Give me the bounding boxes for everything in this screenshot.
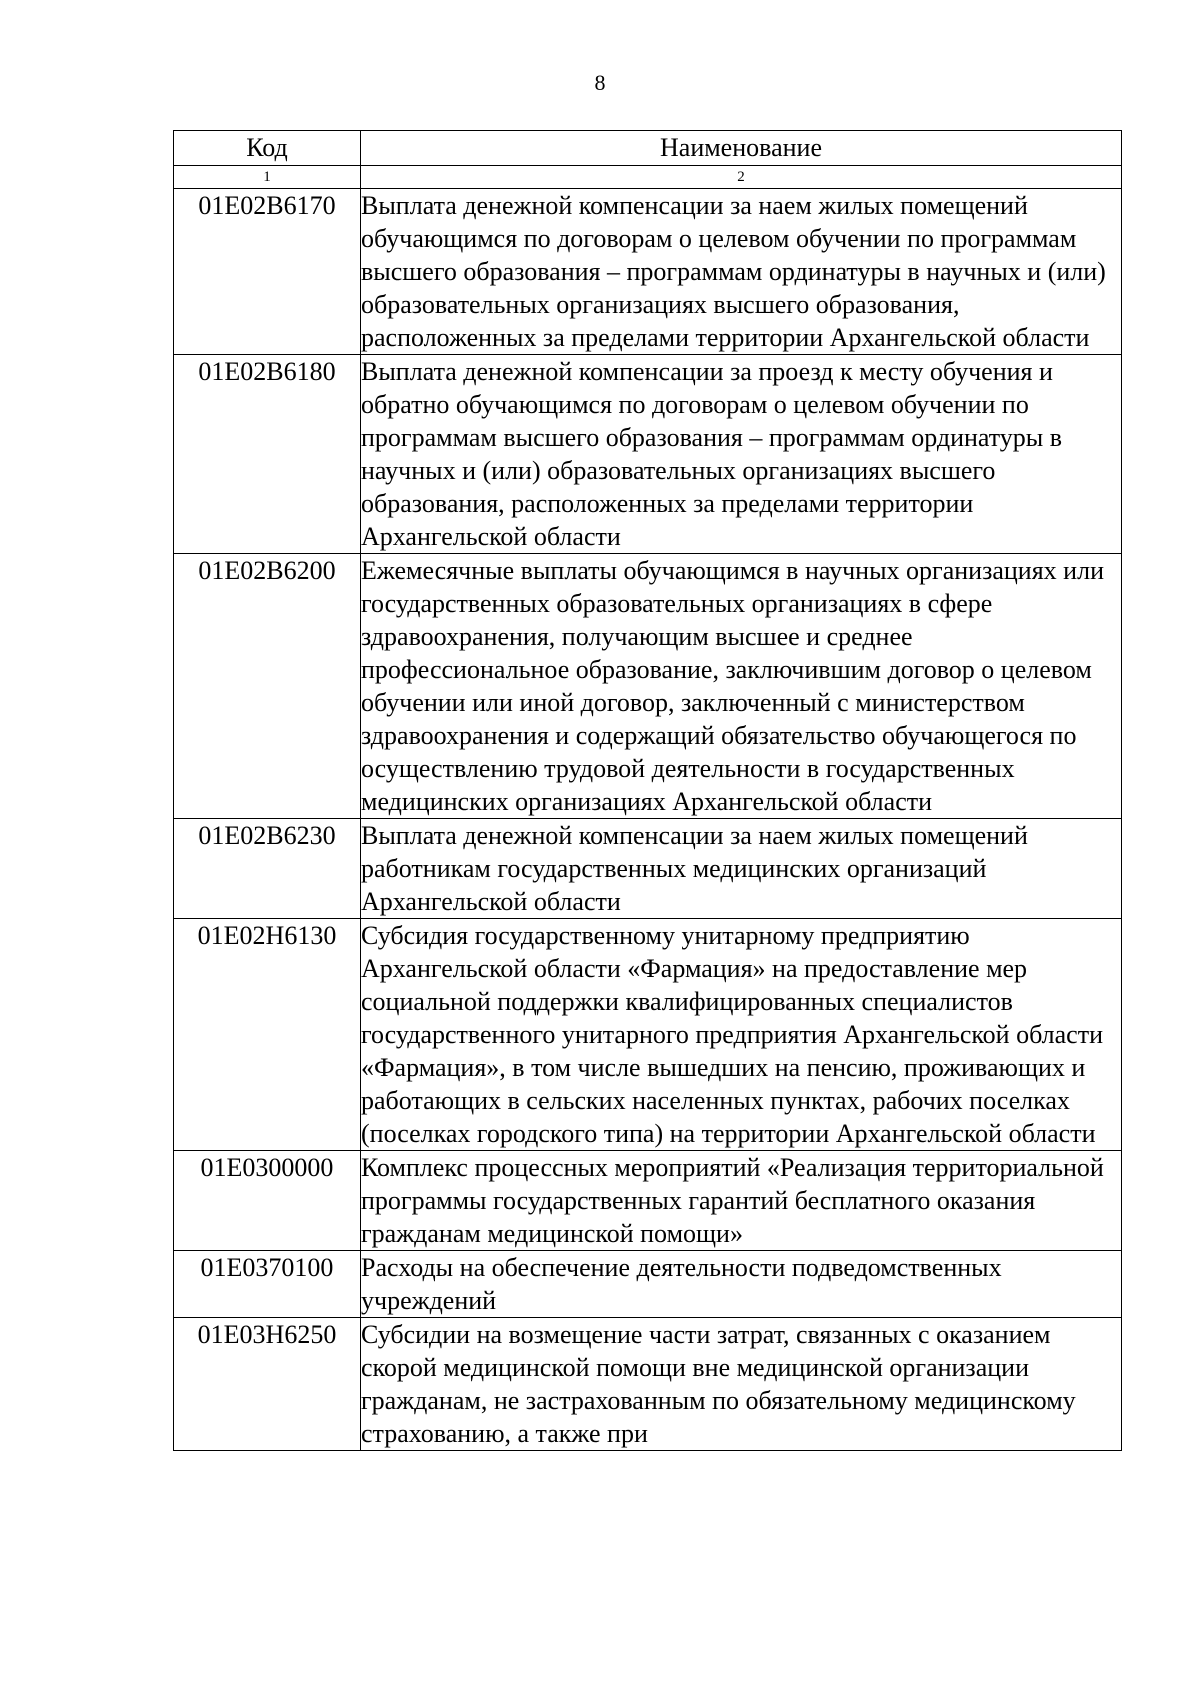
table-row — [174, 355, 1122, 554]
table-header-row — [174, 131, 1122, 166]
page-number: 8 — [594, 70, 606, 95]
table-row — [174, 919, 1122, 1151]
row-name: Субсидия государственному унитарному предприятию Архангельской области «Фармация» на предоставление мер социальной поддержки квалифицированных специалистов государственного унитарного предприятия Архангельской области «Фармация», в том числе вышедших на пенсию, проживающих и работающих в сельских населенных пунктах, рабочих поселках (поселках городского типа) на территории Архангельской области — [361, 919, 1122, 1151]
row-code: 01E02B6230 — [174, 819, 361, 919]
table-row — [174, 189, 1122, 355]
row-code: 01E0300000 — [174, 1151, 361, 1251]
column-number-name: 2 — [361, 166, 1122, 189]
row-name: Ежемесячные выплаты обучающимся в научных организациях или государственных образовательных организациях в сфере здравоохранения, получающим высшее и среднее профессиональное образование, заключившим договор о целевом обучении или иной договор, заключенный с министерством здравоохранения и содержащий обязательство обучающегося по осуществлению трудовой деятельности в государственных медицинских организациях Архангельской области — [361, 554, 1122, 819]
row-code: 01E02B6200 — [174, 554, 361, 819]
table-row — [174, 1318, 1122, 1451]
table-row — [174, 1251, 1122, 1318]
row-name: Выплата денежной компенсации за наем жилых помещений обучающимся по договорам о целевом обучении по программам высшего образования – программам ординатуры в научных и (или) образовательных организациях высшего образования, расположенных за пределами территории Архангельской области — [361, 189, 1122, 355]
column-number-row — [174, 166, 1122, 189]
header-code: Код — [174, 131, 361, 166]
row-code: 01E02B6170 — [174, 189, 361, 355]
row-name: Выплата денежной компенсации за проезд к месту обучения и обратно обучающимся по договорам о целевом обучении по программам высшего образования – программам ординатуры в научных и (или) образовательных организациях высшего образования, расположенных за пределами территории Архангельской области — [361, 355, 1122, 554]
row-code: 01E02H6130 — [174, 919, 361, 1151]
column-number-code: 1 — [174, 166, 361, 189]
row-name: Расходы на обеспечение деятельности подведомственных учреждений — [361, 1251, 1122, 1318]
table-row — [174, 554, 1122, 819]
header-name: Наименование — [361, 131, 1122, 166]
budget-code-table — [173, 130, 1122, 1451]
row-code: 01E03H6250 — [174, 1318, 361, 1451]
table-row — [174, 1151, 1122, 1251]
row-code: 01E02B6180 — [174, 355, 361, 554]
row-name: Комплекс процессных мероприятий «Реализация территориальной программы государственных гарантий бесплатного оказания гражданам медицинской помощи» — [361, 1151, 1122, 1251]
row-name: Субсидии на возмещение части затрат, связанных с оказанием скорой медицинской помощи вне медицинской организации гражданам, не застрахованным по обязательному медицинскому страхованию, а также при — [361, 1318, 1122, 1451]
table-row — [174, 819, 1122, 919]
row-code: 01E0370100 — [174, 1251, 361, 1318]
row-name: Выплата денежной компенсации за наем жилых помещений работникам государственных медицинских организаций Архангельской области — [361, 819, 1122, 919]
